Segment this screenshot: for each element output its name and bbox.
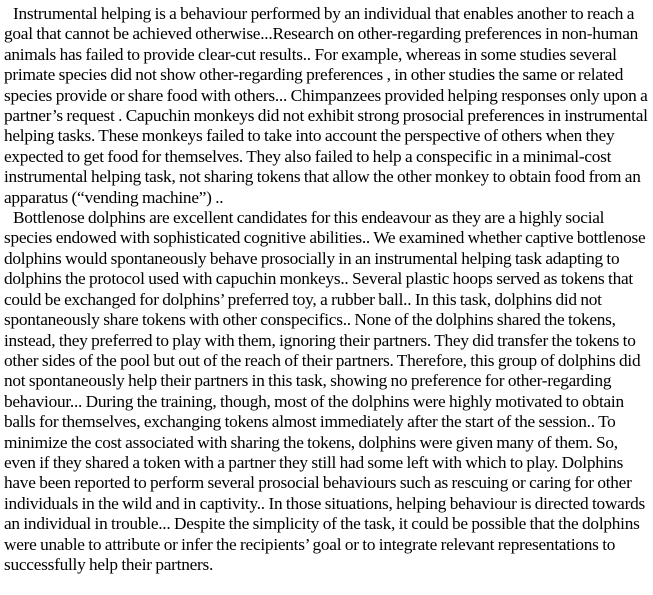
document-body <box>4 4 652 575</box>
paragraph-instrumental-helping: Instrumental helping is a behaviour performed by an individual that enables another to reach a goal that cannot be achieved otherwise...Research on other-regarding preferences in non-human animals has failed to provide clear-cut results.. For example, whereas in some studies several primate species did not show other-regarding preferences , in other studies the same or related species provide or share food with others... Chimpanzees provided helping responses only upon a partner’s request . Capuchin monkeys did not exhibit strong prosocial preferences in instrumental helping tasks. These monkeys failed to take into account the perspective of others when they expected to get food for themselves. They also failed to help a conspecific in a minimal-cost instrumental helping task, not sharing tokens that allow the other monkey to obtain food from an apparatus (“vending machine”) .. <box>4 4 648 207</box>
paragraph-bottlenose-dolphins: Bottlenose dolphins are excellent candidates for this endeavour as they are a highly social species endowed with sophisticated cognitive abilities.. We examined whether captive bottlenose dolphins would spontaneously behave prosocially in an instrumental helping task adapting to dolphins the protocol used with capuchin monkeys.. Several plastic hoops served as tokens that could be exchanged for dolphins’ preferred toy, a rubber ball.. In this task, dolphins did not spontaneously share tokens with other conspecifics.. None of the dolphins shared the tokens, instead, they preferred to play with them, ignoring their partners. They did transfer the tokens to other sides of the pool but out of the reach of their partners. Therefore, this group of dolphins did not spontaneously help their partners in this task, showing no preference for other-regarding behaviour... During the training, though, most of the dolphins were highly motivated to obtain balls for themselves, exchanging tokens almost immediately after the start of the session.. To minimize the cost associated with sharing the tokens, dolphins were given many of them. So, even if they shared a token with a partner they still had some left with which to play. Dolphins have been reported to perform several prosocial behaviours such as rescuing or caring for other individuals in the wild and in captivity.. In those situations, helping behaviour is directed towards an individual in trouble... Despite the simplicity of the task, it could be possible that the dolphins were unable to attribute or infer the recipients’ goal or to integrate relevant representations to successfully help their partners. <box>4 208 646 574</box>
